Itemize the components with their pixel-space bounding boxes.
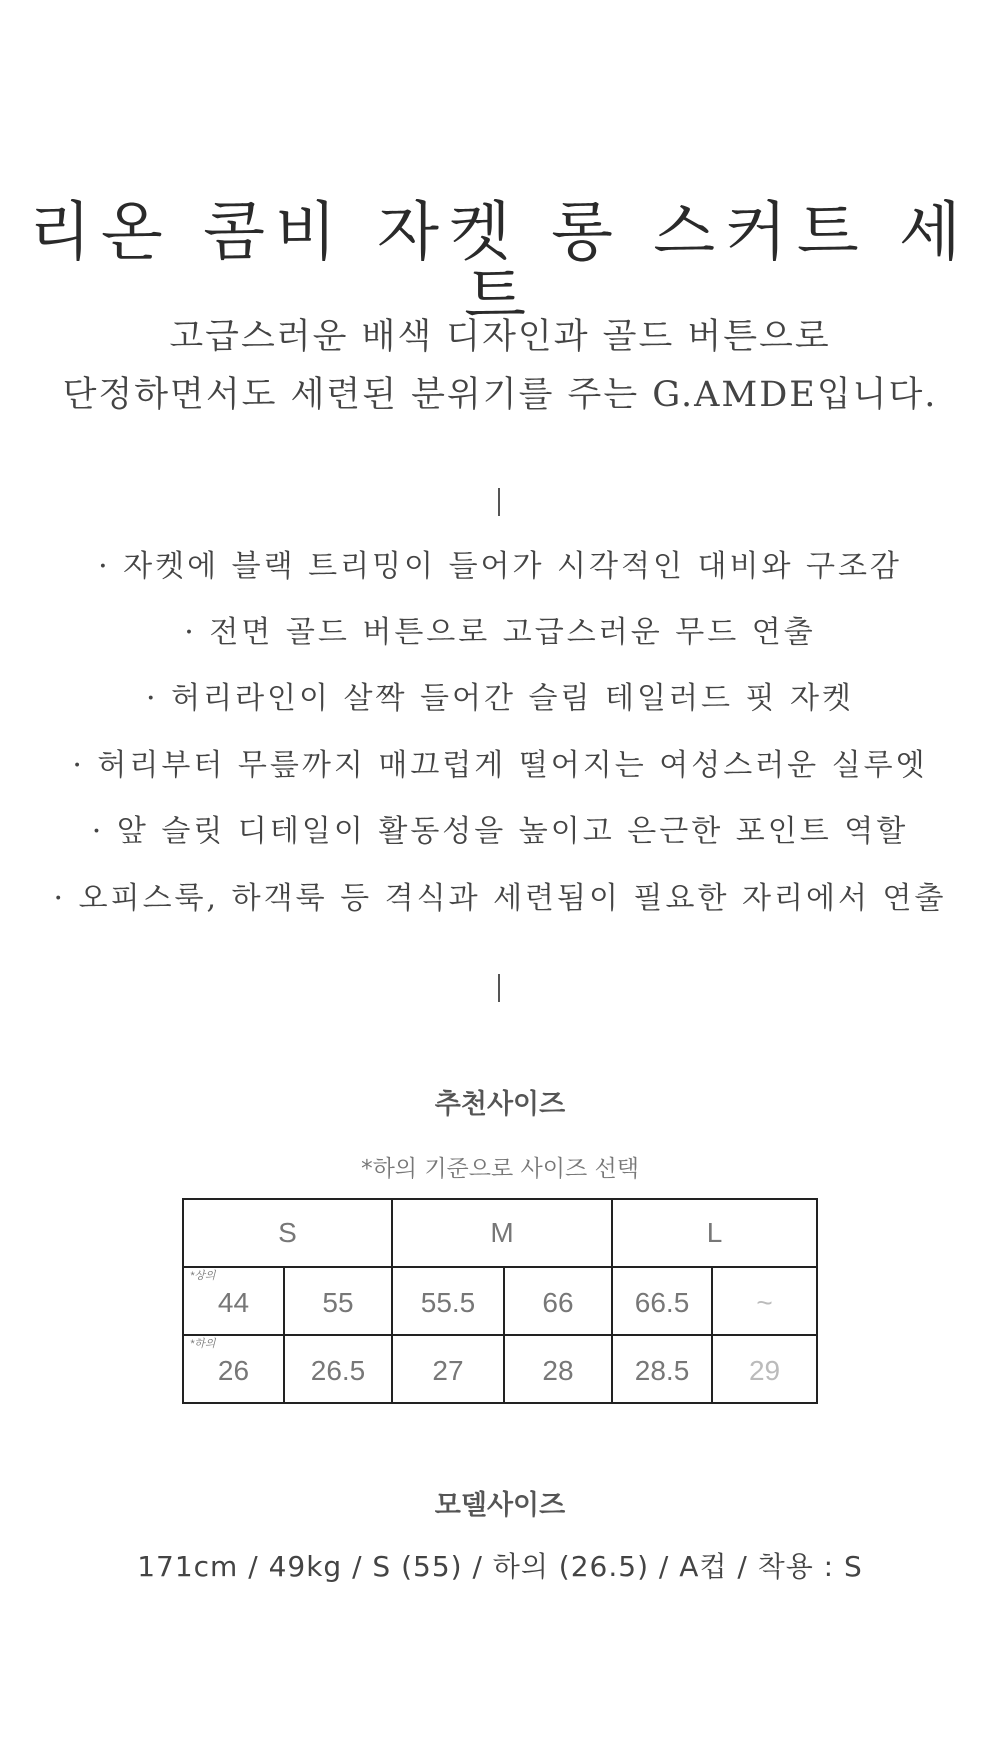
size-cell: 26.5 — [284, 1335, 392, 1403]
intro-line-1: 고급스러운 배색 디자인과 골드 버튼으로 — [169, 317, 831, 357]
size-cell: 66.5 — [612, 1267, 712, 1335]
intro-line-2: 단정하면서도 세련된 분위기를 주는 G.AMDE입니다. — [62, 375, 938, 415]
feature-item: · 허리부터 무릎까지 매끄럽게 떨어지는 여성스러운 실루엣 — [72, 748, 928, 783]
size-cell: 55.5 — [392, 1267, 504, 1335]
size-cell: 66 — [504, 1267, 612, 1335]
feature-item: · 앞 슬릿 디테일이 활동성을 높이고 은근한 포인트 역할 — [91, 814, 909, 849]
size-cell: 29 — [712, 1335, 817, 1403]
recommended-size-heading: 추천사이즈 — [434, 1089, 566, 1120]
size-cell: 55 — [284, 1267, 392, 1335]
top-size-tag: *상의 — [190, 1270, 216, 1282]
feature-item: · 전면 골드 버튼으로 고급스러운 무드 연출 — [184, 615, 816, 650]
size-cell: ~ — [712, 1267, 817, 1335]
feature-item: · 오피스룩, 하객룩 등 격식과 세련됨이 필요한 자리에서 연출 — [53, 881, 947, 916]
size-cell — [183, 1335, 284, 1403]
divider-top — [498, 488, 500, 516]
size-cell: 28 — [504, 1335, 612, 1403]
size-cell: 28.5 — [612, 1335, 712, 1403]
divider-bottom — [498, 974, 500, 1002]
feature-item: · 허리라인이 살짝 들어간 슬림 테일러드 핏 자켓 — [146, 681, 854, 716]
top-size-value: 44 — [217, 1287, 250, 1318]
size-column-l: L — [612, 1199, 817, 1267]
size-header-row — [183, 1199, 817, 1267]
bottom-size-row — [183, 1335, 817, 1403]
feature-item: · 자켓에 블랙 트리밍이 들어가 시각적인 대비와 구조감 — [98, 549, 902, 584]
size-cell: 27 — [392, 1335, 504, 1403]
product-title: 리온 콤비 자켓 롱 스커트 세트 — [29, 195, 971, 334]
bottom-size-value: 26 — [217, 1355, 250, 1386]
size-note: *하의 기준으로 사이즈 선택 — [361, 1156, 639, 1182]
size-cell — [183, 1267, 284, 1335]
size-table — [182, 1198, 818, 1404]
bottom-size-tag: *하의 — [190, 1338, 216, 1350]
size-column-s: S — [183, 1199, 392, 1267]
model-size-heading: 모델사이즈 — [434, 1490, 566, 1521]
model-info: 171cm / 49kg / S (55) / 하의 (26.5) / A컵 / 착용 : S — [137, 1550, 863, 1583]
top-size-row — [183, 1267, 817, 1335]
size-column-m: M — [392, 1199, 612, 1267]
